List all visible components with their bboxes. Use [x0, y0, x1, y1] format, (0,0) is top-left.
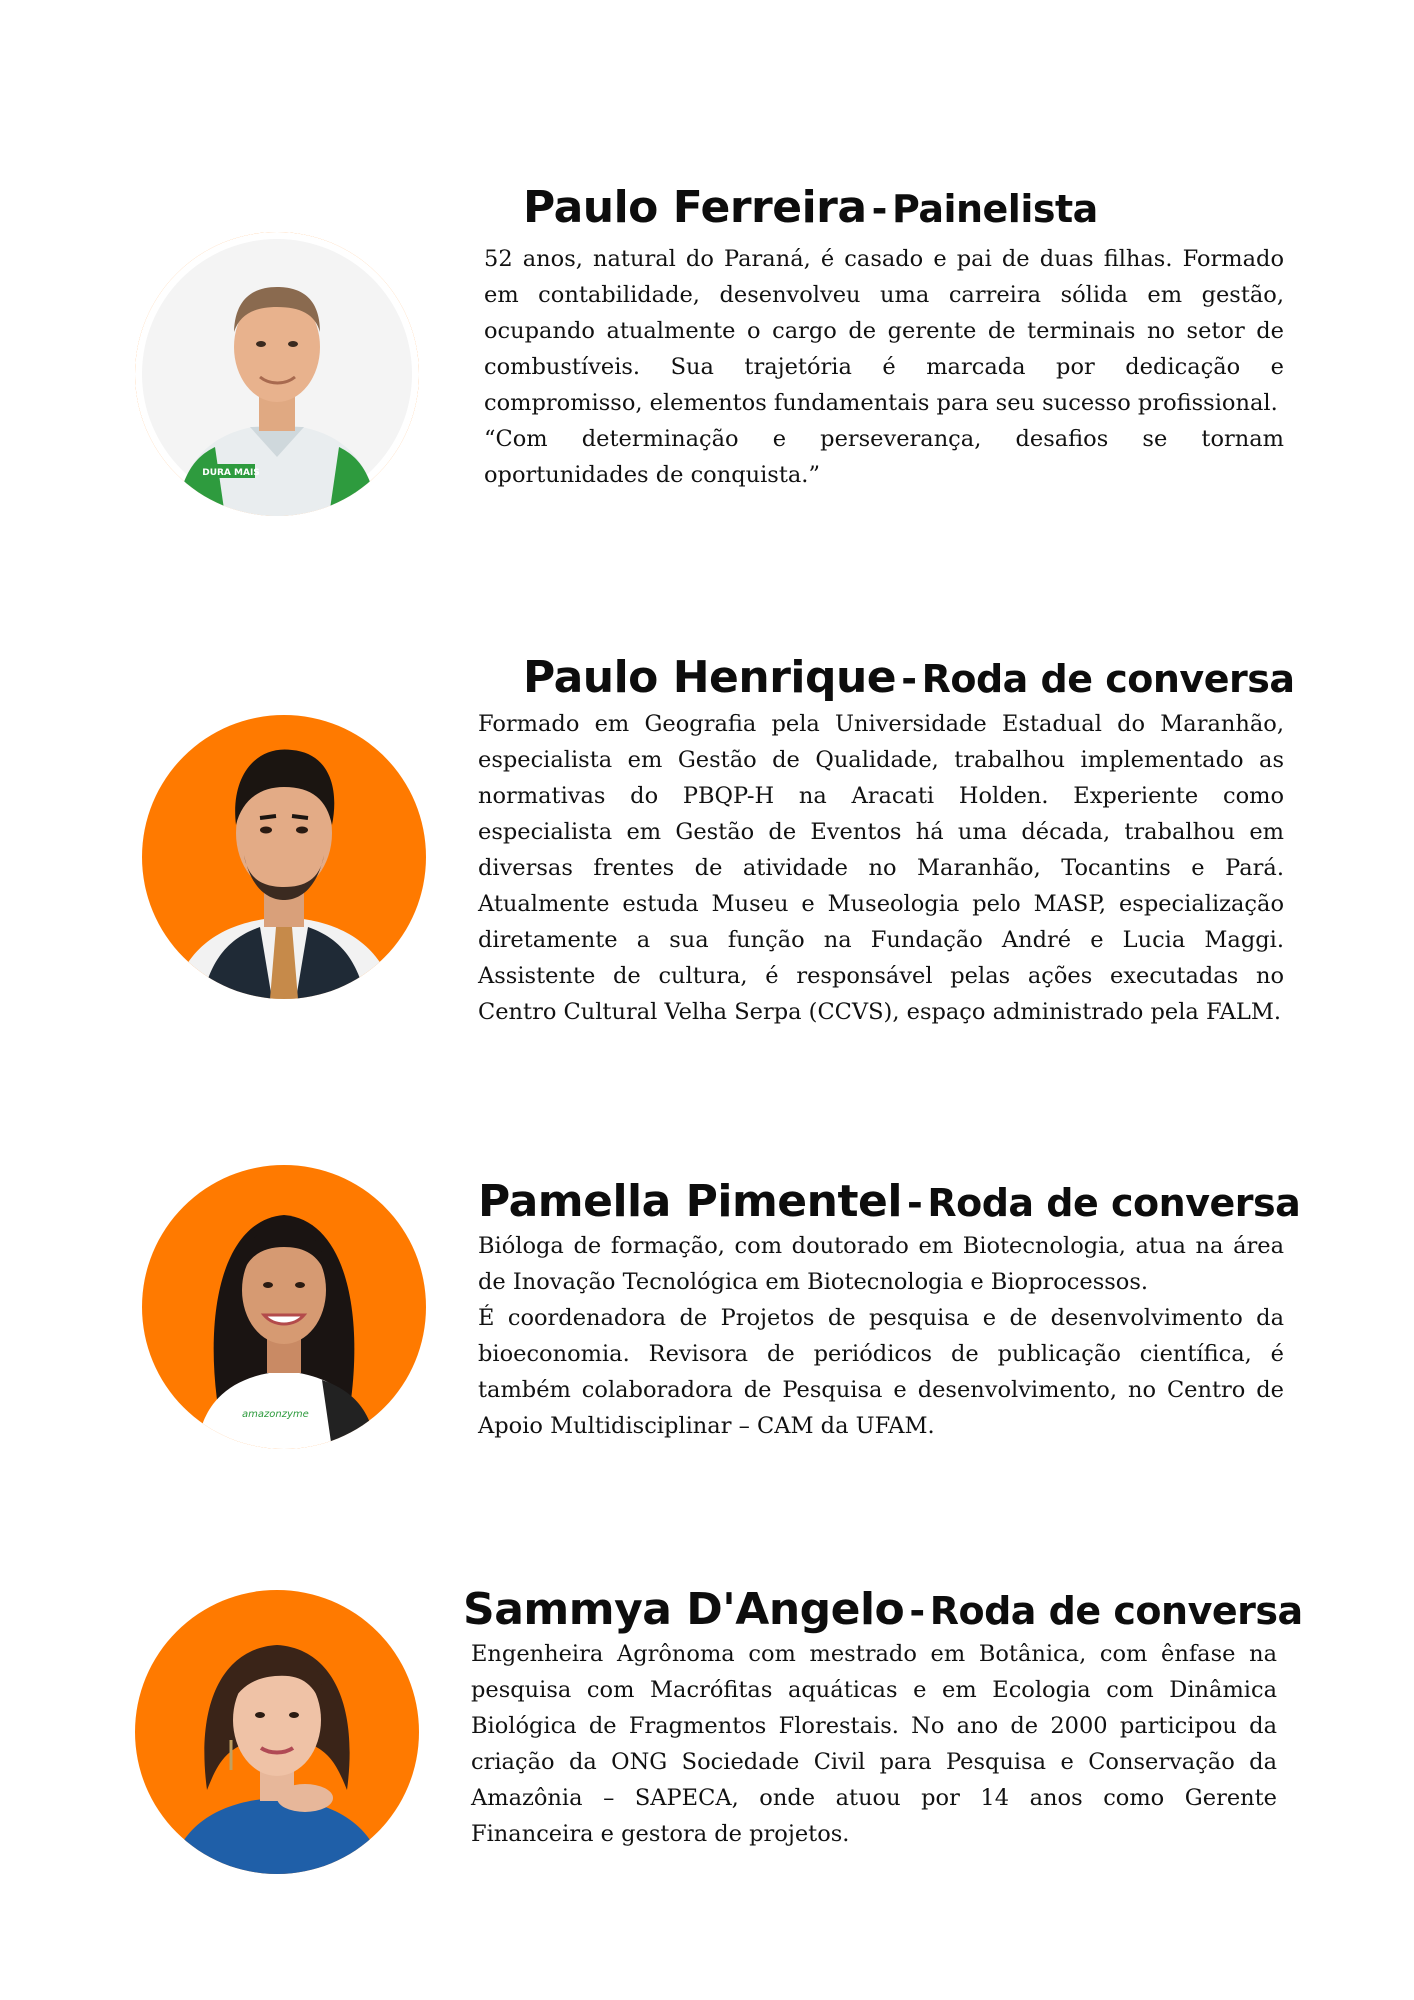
bio-paragraph: Bióloga de formação, com doutorado em Biotecnologia, atua na área de Inovação Tecnológica em Biotecnologia e Bioprocessos.: [478, 1233, 1284, 1295]
speaker-heading: [463, 1584, 1303, 1635]
bio-quote: “Com determinação e perseverança, desafios se tornam oportunidades de conquista.”: [484, 426, 1284, 488]
speaker-bio: [478, 1228, 1284, 1444]
portrait-paulo-ferreira: [135, 232, 419, 516]
bio-paragraph: 52 anos, natural do Paraná, é casado e pai de duas filhas. Formado em contabilidade, desenvolveu uma carreira sólida em gestão, ocupando atualmente o cargo de gerente de terminais no setor de combustíveis. Sua trajetória é marcada por dedicação e compromisso, elementos fundamentais para seu sucesso profissional.: [484, 246, 1284, 416]
speaker-bio: [484, 241, 1284, 493]
speaker-role: Roda de conversa: [921, 657, 1295, 701]
person-photo-icon: [135, 232, 419, 516]
person-photo-icon: [142, 1165, 426, 1449]
portrait-paulo-henrique: [142, 715, 426, 999]
speaker-role: Painelista: [891, 187, 1098, 231]
speaker-bio: [471, 1636, 1277, 1852]
person-photo-icon: [142, 715, 426, 999]
person-photo-icon: [135, 1590, 419, 1874]
bio-paragraph: É coordenadora de Projetos de pesquisa e de desenvolvimento da bioeconomia. Revisora de periódicos de publicação científica, é também colaboradora de Pesquisa e desenvolvimento, no Centro de Apoio Multidisciplinar – CAM da UFAM.: [478, 1305, 1284, 1439]
bio-paragraph: Engenheira Agrônoma com mestrado em Botânica, com ênfase na pesquisa com Macrófitas aquáticas e em Ecologia com Dinâmica Biológica de Fragmentos Florestais. No ano de 2000 participou da criação da ONG Sociedade Civil para Pesquisa e Conservação da Amazônia – SAPECA, onde atuou por 14 anos como Gerente Financeira e gestora de projetos.: [471, 1641, 1277, 1847]
speaker-name: Pamella Pimentel: [478, 1176, 902, 1227]
speaker-name: Paulo Henrique: [523, 652, 897, 703]
speaker-heading: [523, 652, 1294, 703]
speaker-heading: [523, 182, 1098, 233]
heading-separator: -: [909, 1589, 925, 1633]
speaker-name: Paulo Ferreira: [523, 182, 867, 233]
speaker-role: Roda de conversa: [929, 1589, 1303, 1633]
speaker-heading: [478, 1176, 1300, 1227]
portrait-pamella-pimentel: [142, 1165, 426, 1449]
heading-separator: -: [907, 1181, 923, 1225]
heading-separator: -: [901, 657, 917, 701]
heading-separator: -: [871, 187, 887, 231]
shirt-logo-text: DURA MAIS: [202, 468, 260, 478]
speaker-name: Sammya D'Angelo: [463, 1584, 905, 1635]
portrait-sammya-dangelo: [135, 1590, 419, 1874]
speaker-role: Roda de conversa: [927, 1181, 1301, 1225]
shirt-logo-text: amazonzyme: [242, 1409, 309, 1420]
speaker-bio: [478, 706, 1284, 1030]
bio-paragraph: Formado em Geografia pela Universidade Estadual do Maranhão, especialista em Gestão de Qualidade, trabalhou implementado as normativas do PBQP-H na Aracati Holden. Experiente como especialista em Gestão de Eventos há uma década, trabalhou em diversas frentes de atividade no Maranhão, Tocantins e Pará. Atualmente estuda Museu e Museologia pelo MASP, especialização diretamente a sua função na Fundação André e Lucia Maggi. Assistente de cultura, é responsável pelas ações executadas no Centro Cultural Velha Serpa (CCVS), espaço administrado pela FALM.: [478, 711, 1284, 1025]
